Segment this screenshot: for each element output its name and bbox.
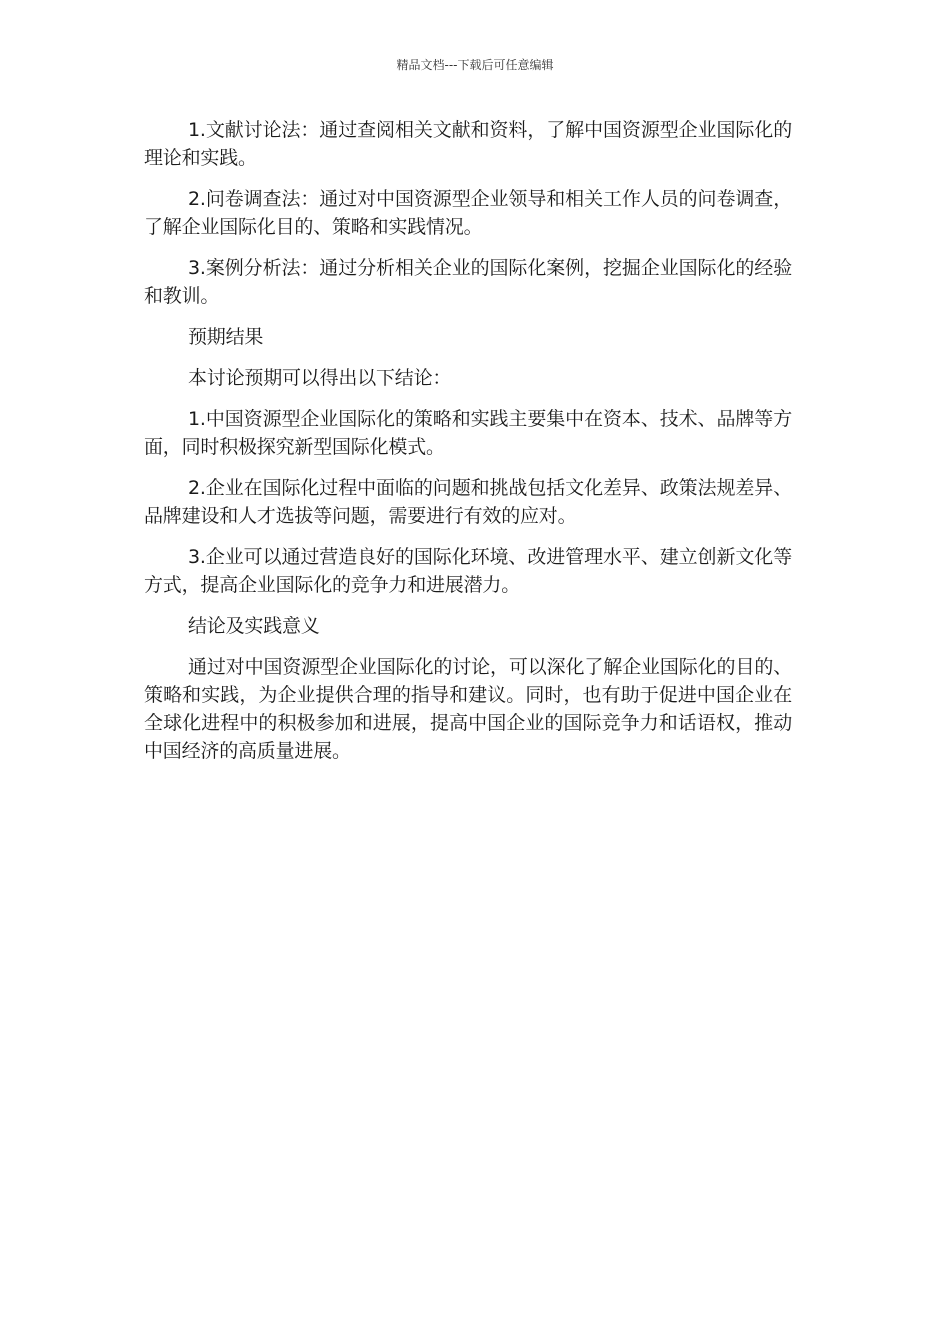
conclusion-item-2: 2.企业在国际化过程中面临的问题和挑战包括文化差异、政策法规差异、品牌建设和人才选拔等问题，需要进行有效的应对。 xyxy=(144,477,792,527)
method-case-analysis: 3.案例分析法：通过分析相关企业的国际化案例，挖掘企业国际化的经验和教训。 xyxy=(144,257,792,307)
conclusion-item-1: 1.中国资源型企业国际化的策略和实践主要集中在资本、技术、品牌等方面，同时积极探究新型国际化模式。 xyxy=(144,408,792,458)
expected-results-intro: 本讨论预期可以得出以下结论： xyxy=(188,367,452,389)
section-heading-expected-results: 预期结果 xyxy=(188,326,264,348)
conclusion-body: 通过对中国资源型企业国际化的讨论，可以深化了解企业国际化的目的、策略和实践，为企业提供合理的指导和建议。同时，也有助于促进中国企业在全球化进程中的积极参加和进展，提高中国企业的国际竞争力和话语权，推动中国经济的高质量进展。 xyxy=(144,656,792,762)
method-literature: 1.文献讨论法：通过查阅相关文献和资料，了解中国资源型企业国际化的理论和实践。 xyxy=(144,119,792,169)
page-header: 精品文档---下载后可任意编辑 xyxy=(396,58,554,72)
conclusion-item-3: 3.企业可以通过营造良好的国际化环境、改进管理水平、建立创新文化等方式，提高企业国际化的竞争力和进展潜力。 xyxy=(144,546,792,596)
document-body xyxy=(144,116,792,778)
method-questionnaire: 2.问卷调查法：通过对中国资源型企业领导和相关工作人员的问卷调查，了解企业国际化目的、策略和实践情况。 xyxy=(144,188,792,238)
section-heading-conclusion: 结论及实践意义 xyxy=(188,615,320,637)
